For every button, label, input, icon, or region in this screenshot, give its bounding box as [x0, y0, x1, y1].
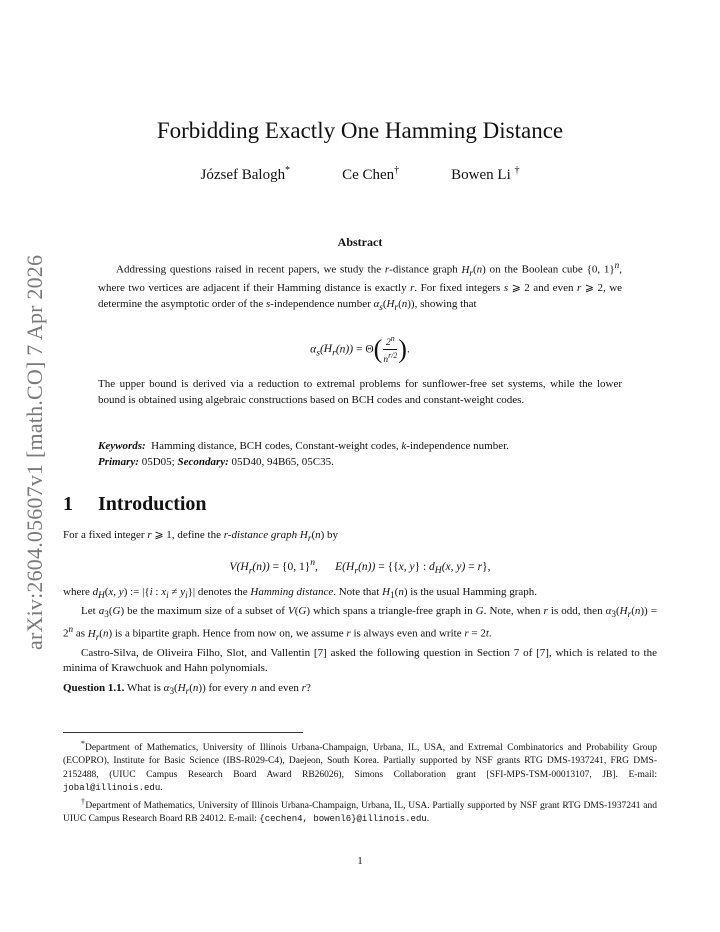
- question-1-1: Question 1.1. What is $\alpha_3(H_r(n))$ for every n and even r?: [63, 682, 311, 697]
- footnote-1: *Department of Mathematics, University of Illinois Urbana-Champaign, Urbana, IL, USA, and Extremal Combinatorics and Probability Group (ECOPRO), Institute for Basic Science (IBS-R029-C4), Daejeon, South Korea. Partially supported by NSF grants RTG DMS-1937241, FRG DMS-2152488, (UIUC Campus Research Board Award RB26026), Simons Collaboration grant [SFI-MPS-TSM-00013107, JB]. E-mail: jobal@illinois.edu.: [63, 739, 657, 793]
- keywords-block: Keywords: Hamming distance, BCH codes, Constant-weight codes, k-independence number. Primary: 05D05; Secondary: 05D40, 94B65, 05C35.: [98, 440, 509, 468]
- abstract-paragraph-1: Addressing questions raised in recent papers, we study the r-distance graph $H_r(n)$ on the Boolean cube {0, 1}$^n$, where two vertices are adjacent if their Hamming distance is exactly r. For fixed integers s ⩾ 2 and even r ⩾ 2, we determine the asymptotic order of the s-independence number $\alpha_s(H_r(n))$, showing that: [98, 260, 623, 313]
- abstract-heading: Abstract: [337, 235, 383, 249]
- page-number: 1: [357, 855, 363, 867]
- arxiv-identifier-stamp: arXiv:2604.05607v1 [math.CO] 7 Apr 2026: [22, 254, 47, 650]
- author-1: József Balogh*: [200, 165, 291, 183]
- intro-paragraph-2: where $d_H(x$, y) := |{i : $x_i \ne y_i\}|$ denotes the Hamming distance. Note that $H_1(n)$ is the usual Hamming graph. Let $a_3(G)$ be the maximum size of a subset of V(G) which spans a triangle-free graph in G. Note, when r is odd, then $\alpha_3(H_r(n)) = 2^n$ as $H_r(n)$ is a bipartite graph. Hence from now on, we assume r is always even and write r = 2t. Castro-Silva, de Oliveira Filho, Slot, and Vallentin [7] asked the following question in Section 7 of [7], which is related to the minima of Krawchuok and Hahn polynomials.: [63, 586, 657, 675]
- intro-paragraph-1: For a fixed integer r ⩾ 1, define the r-distance graph $H_r(n)$ by: [63, 529, 339, 544]
- author-3: Bowen Li †: [451, 165, 520, 183]
- paper-title: Forbidding Exactly One Hamming Distance: [156, 118, 564, 143]
- graph-definition-formula: $V(H_r(n)) = \{0$, 1}$^n$, $E(H_r(n)) = \{\{x$, y} : $d_H(x$, y) = r},: [229, 557, 491, 577]
- author-2: Ce Chen†: [342, 165, 400, 183]
- footnote-2: †Department of Mathematics, University of Illinois Urbana-Champaign, Urbana, IL, USA. Partially supported by NSF grant RTG DMS-1937241 and UIUC Campus Research Board RB 24012. E-mail: {cechen4, bowenl6}@illinois.edu.: [63, 796, 657, 825]
- abstract-paragraph-2: The upper bound is derived via a reduction to extremal problems for sunflower-free set systems, while the lower bound is obtained using algebraic constructions based on BCH codes and constant-weight codes.: [98, 378, 622, 406]
- footnote-rule: [63, 732, 303, 733]
- section-heading: 1 Introduction: [63, 493, 207, 515]
- abstract-main-formula: $\alpha_s(H_r(n)) = \Theta$( $\frac{2^n}{n^{r/2}}$ ).: [310, 334, 410, 366]
- footnotes: [63, 737, 657, 827]
- author-list: [0, 165, 720, 184]
